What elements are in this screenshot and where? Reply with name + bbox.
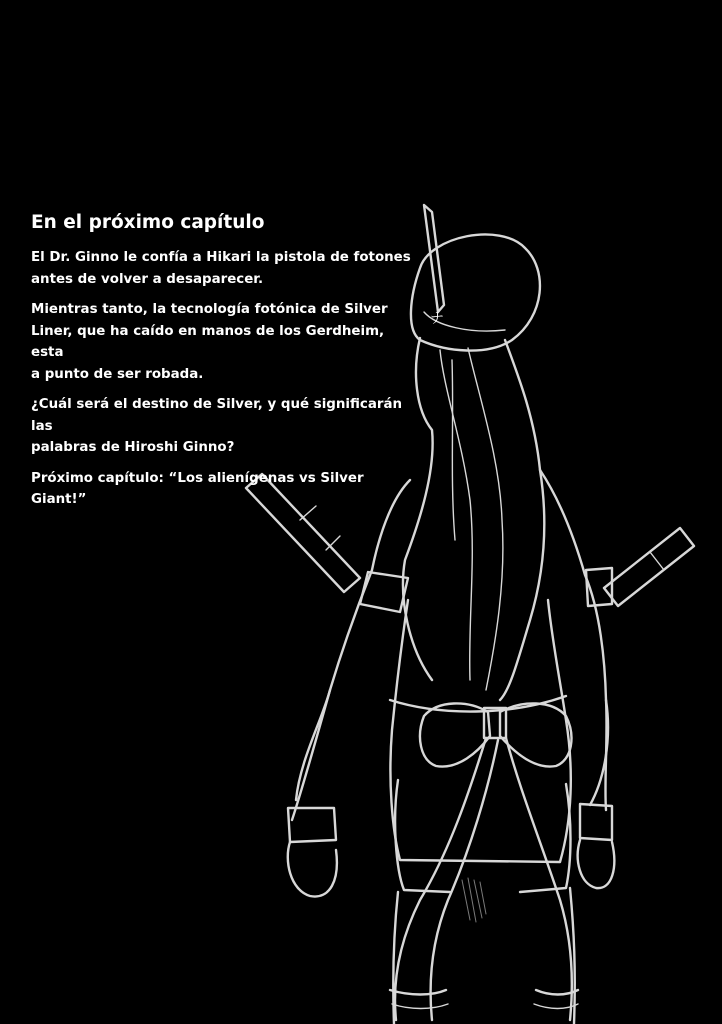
next-chapter-text — [31, 212, 411, 520]
right-wrist-cuff — [580, 804, 612, 840]
bow-tail-left — [395, 738, 486, 1020]
left-stocking-band — [390, 990, 446, 995]
paragraph-4: Próximo capítulo: “Los alienígenas vs Silver Giant!” — [31, 470, 364, 507]
paragraph-1: El Dr. Ginno le confía a Hikari la pistola de fotones antes de volver a desaparecer. — [31, 250, 411, 287]
left-shoulder — [292, 480, 410, 820]
hair-stick — [424, 205, 444, 312]
left-armband — [360, 572, 408, 612]
bow-tail-right — [506, 738, 572, 1020]
paragraph-3: ¿Cuál será el destino de Silver, y qué significarán las palabras de Hiroshi Ginno? — [31, 397, 403, 455]
right-shoulder — [540, 470, 607, 810]
sfx-mark: ナ — [430, 311, 444, 327]
left-hand — [288, 842, 337, 897]
jacket — [390, 600, 570, 862]
beret — [411, 234, 540, 350]
shadow-hatch — [462, 878, 486, 922]
paragraph-2: Mientras tanto, la tecnología fotónica de Silver Liner, que ha caído en manos de los Gerdheim, esta a punto de ser robada. — [31, 302, 388, 382]
next-chapter-heading: En el próximo capítulo — [31, 212, 265, 233]
right-hand — [578, 840, 615, 888]
skirt — [395, 780, 570, 892]
right-sword — [604, 528, 694, 606]
hair-right — [500, 340, 544, 700]
